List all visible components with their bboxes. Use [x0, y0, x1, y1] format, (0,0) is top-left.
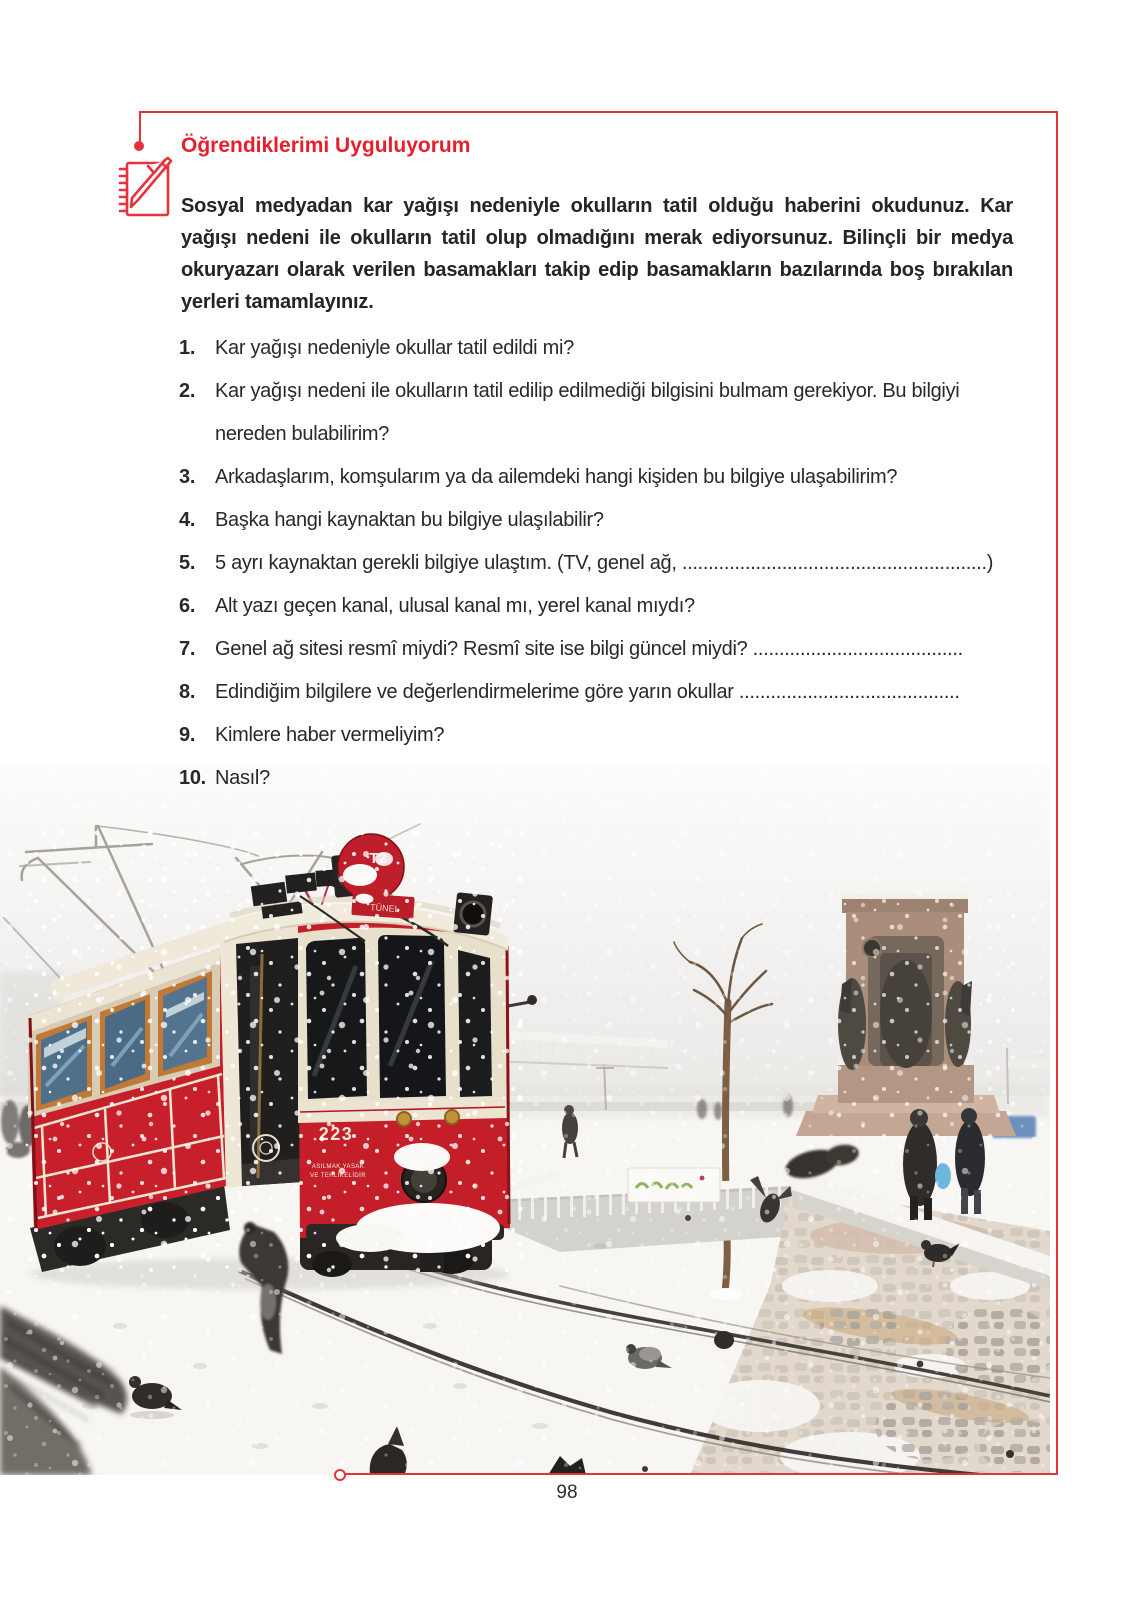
- question-number: 1.: [179, 337, 196, 359]
- frame-right-line: [1056, 111, 1058, 1475]
- question-number: 2.: [179, 380, 196, 402]
- frame-top-line: [140, 111, 1057, 113]
- question-text-with-blank: 5 ayrı kaynaktan gerekli bilgiye ulaştım. (TV, genel ağ, ..........................................................): [215, 552, 994, 574]
- question-number: 8.: [179, 681, 196, 703]
- question-item-1: [179, 327, 1017, 370]
- question-list: [179, 327, 1017, 800]
- question-item-6: [179, 585, 1017, 628]
- question-text: Arkadaşlarım, komşularım ya da ailemdeki hangi kişiden bu bilgiye ulaşabilirim?: [215, 466, 898, 488]
- question-text-with-blank: Edindiğim bilgilere ve değerlendirmelerime göre yarın okullar ..........................................: [215, 681, 960, 703]
- question-text: Kimlere haber vermeliyim?: [215, 724, 445, 746]
- intro-paragraph: Sosyal medyadan kar yağışı nedeniyle okulların tatil olduğu haberini okudunuz. Kar yağışı nedeni ile okulların tatil olup olmadığını merak ediyorsunuz. Bilinçli bir medya okuryazarı olarak verilen basamakları takip edip basamakların bazılarında boş bırakılan yerleri tamamlayınız.: [181, 195, 1013, 313]
- frame-left-stub: [139, 111, 141, 143]
- question-item-10: [179, 757, 1017, 800]
- question-item-8: [179, 671, 1017, 714]
- question-text-with-blank: Genel ağ sitesi resmî miydi? Resmî site ise bilgi güncel miydi? ........................................: [215, 638, 963, 660]
- question-number: 7.: [179, 638, 196, 660]
- question-number: 6.: [179, 595, 196, 617]
- frame-ring: [334, 1469, 346, 1481]
- question-item-5: [179, 542, 1017, 585]
- question-item-4: [179, 499, 1017, 542]
- frame-bottom-line: [340, 1473, 1057, 1475]
- notebook-pencil-icon: [108, 154, 174, 222]
- section-title: Öğrendiklerimi Uyguluyorum: [181, 134, 471, 157]
- frame-dot: [134, 141, 144, 151]
- question-text: Alt yazı geçen kanal, ulusal kanal mı, yerel kanal mıydı?: [215, 595, 695, 617]
- question-number: 5.: [179, 552, 196, 574]
- question-number: 10.: [179, 767, 206, 789]
- question-number: 3.: [179, 466, 196, 488]
- page-number: 98: [556, 1482, 578, 1503]
- question-text: Kar yağışı nedeniyle okullar tatil edildi mi?: [215, 337, 574, 359]
- question-item-7: [179, 628, 1017, 671]
- question-number: 9.: [179, 724, 196, 746]
- question-text: Kar yağışı nedeni ile okulların tatil edilip edilmediği bilgisini bulmam gerekiyor. Bu bilgiyi nereden bulabilirim?: [215, 380, 960, 445]
- question-item-2: [179, 370, 1017, 456]
- question-text: Başka hangi kaynaktan bu bilgiye ulaşılabilir?: [215, 509, 604, 531]
- question-text: Nasıl?: [215, 767, 270, 789]
- question-item-3: [179, 456, 1017, 499]
- question-number: 4.: [179, 509, 196, 531]
- question-item-9: [179, 714, 1017, 757]
